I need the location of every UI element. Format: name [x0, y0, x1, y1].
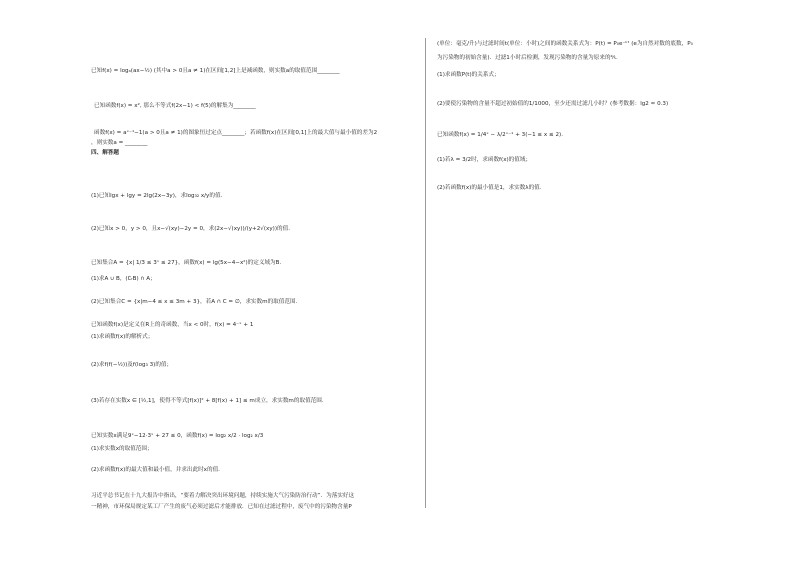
question-text-l19: 一精神，市环保局规定某工厂产生的废气必须过滤后才能排放．已知在过滤过程中，废气中的污染物含量P	[91, 504, 352, 510]
question-text-l17: (2)求函数f(x)的最大值和最小值，并求出此时x的值.	[91, 467, 220, 473]
question-text-r2: 为污染物的初始含量)．过滤1小时后检测，发现污染物的含量为原来的⅘.	[437, 55, 618, 61]
question-text-l18: 习近平总书记在十九大报告中指出，“要着力解决突出环境问题，持续实施大气污染防治行动”．为落实好这	[91, 493, 355, 499]
question-text-l7: (2)已知x > 0，y > 0，且x−√(xy)−2y = 0，求(2x−√(xy))/(y+2√(xy))的值.	[91, 226, 291, 232]
question-text-r3: (1)求函数P(t)的关系式；	[437, 72, 500, 78]
column-divider	[425, 38, 426, 508]
question-text-l4: ，则实数a = ________	[91, 140, 148, 146]
question-text-r1: (单位：毫克/升)与过滤时间t(单位：小时)之间的函数关系式为：P(t) = P₀e⁻ᵏᵗ (e为自然对数的底数，P₀	[437, 41, 693, 47]
question-text-l12: (1)求函数f(x)的解析式；	[91, 334, 154, 340]
question-text-l2: 已知函数f(x) = x², 那么不等式f(2x−1) < f(5)的解集为________	[94, 103, 256, 109]
question-text-l15: 已知实数x满足9ˣ−12·3ˣ + 27 ≤ 0，函数f(x) = log₂ x/2 · log₂ x/3	[91, 433, 264, 439]
question-text-l6: (1)已知lgx + lgy = 2lg(2x−3y)，求log₃₂ x/y的值.	[91, 193, 223, 199]
question-text-l14: (3)若存在实数x ∈ [½,1]，使得不等式[f(x)]² + 8[f(x) + 1] ≤ m成立，求实数m的取值范围.	[91, 398, 324, 404]
section-heading: 四、解答题	[91, 150, 119, 156]
question-text-l8: 已知集合A = {x| 1/3 ≤ 3ˣ ≤ 27}，函数f(x) = lg(5x−4−x²)的定义域为B.	[91, 260, 282, 266]
question-text-l11: 已知函数f(x)是定义在R上的奇函数，当x < 0时，f(x) = 4⁻ˣ + 1	[91, 322, 254, 328]
question-text-l9: (1)求A ∪ B，(∁ᵣB) ∩ A；	[91, 276, 156, 282]
question-text-r6: (1)若λ = 3/2时，求函数f(x)的值域；	[437, 157, 532, 163]
question-text-l13: (2)求f(f(−½))及f(log₃ 3)的值；	[91, 362, 173, 368]
question-text-r4: (2)要使污染物的含量不超过初始值的1/1000，至少还需过滤几小时？(参考数据：lg2 ≈ 0.3)	[437, 101, 669, 107]
question-text-r7: (2)若函数f(x)的最小值是1，求实数λ的值.	[437, 185, 542, 191]
question-text-l10: (2)已知集合C = {x|m−4 ≤ x ≤ 3m + 3}，若A ∩ C = ∅，求实数m的取值范围.	[91, 299, 298, 305]
question-text-l16: (1)求实数x的取值范围；	[91, 446, 153, 452]
question-text-l3: 函数f(x) = aˣ⁻¹−1(a > 0且a ≠ 1)的图象恒过定点________；若函数f(x)在区间[0,1]上的最大值与最小值的差为2	[94, 130, 378, 136]
question-text-r5: 已知函数f(x) = 1/4ˣ − λ/2ˣ⁻¹ + 3(−1 ≤ x ≤ 2).	[437, 132, 563, 138]
question-text-l1: 已知f(x) = logₐ(ax−½) (其中a > 0且a ≠ 1)在区间[1,2]上是减函数，则实数a的取值范围________	[91, 68, 340, 74]
